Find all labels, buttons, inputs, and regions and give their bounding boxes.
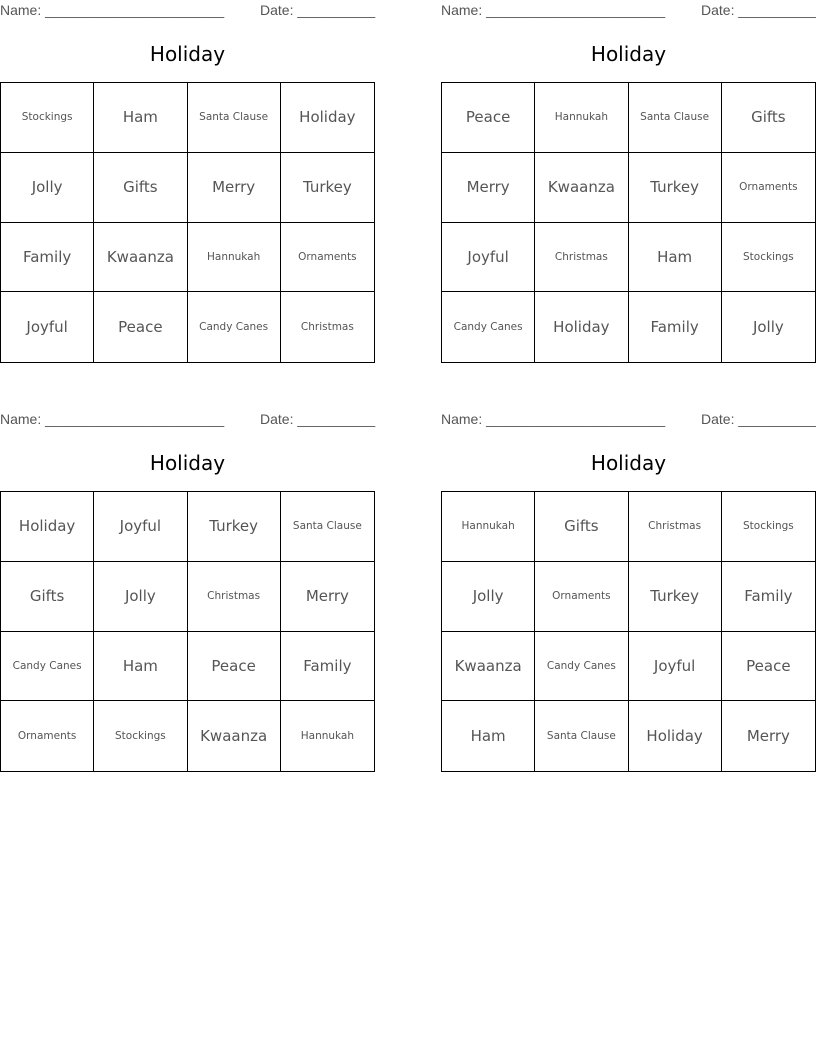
bingo-grid bbox=[0, 82, 375, 363]
name-field-label: Name: _______________________ bbox=[0, 2, 225, 18]
bingo-cell: Peace bbox=[722, 632, 815, 702]
bingo-cell: Ham bbox=[629, 223, 722, 293]
bingo-cell: Family bbox=[722, 562, 815, 632]
bingo-cell: Turkey bbox=[629, 153, 722, 223]
bingo-cell: Gifts bbox=[94, 153, 187, 223]
card-title: Holiday bbox=[590, 451, 667, 475]
bingo-grid bbox=[0, 491, 375, 772]
bingo-cell: Hannukah bbox=[442, 492, 535, 562]
bingo-cell: Candy Canes bbox=[442, 292, 535, 362]
date-field-label: Date: __________ bbox=[260, 2, 376, 18]
card-header bbox=[0, 0, 375, 22]
bingo-cell: Ham bbox=[442, 701, 535, 771]
bingo-cell: Merry bbox=[188, 153, 281, 223]
bingo-cell: Family bbox=[629, 292, 722, 362]
bingo-cell: Jolly bbox=[1, 153, 94, 223]
bingo-cell: Hannukah bbox=[300, 730, 355, 743]
name-field-label: Name: _______________________ bbox=[441, 2, 666, 18]
bingo-cell: Jolly bbox=[442, 562, 535, 632]
bingo-card-1 bbox=[0, 0, 376, 337]
bingo-cell: Jolly bbox=[94, 562, 187, 632]
date-field-label: Date: __________ bbox=[260, 411, 376, 427]
bingo-cell: Christmas bbox=[629, 492, 722, 562]
bingo-cell: Santa Clause bbox=[188, 83, 281, 153]
name-field-label: Name: _______________________ bbox=[441, 411, 666, 427]
date-field-label: Date: __________ bbox=[701, 2, 816, 18]
bingo-grid bbox=[441, 491, 816, 772]
bingo-cell: Candy Canes bbox=[1, 632, 94, 702]
card-title: Holiday bbox=[149, 451, 226, 475]
bingo-cell: Kwaanza bbox=[442, 632, 535, 702]
card-header bbox=[441, 0, 816, 22]
bingo-cell: Hannukah bbox=[188, 223, 281, 293]
bingo-cell: Gifts bbox=[535, 492, 628, 562]
bingo-cell: Merry bbox=[442, 153, 535, 223]
bingo-cell: Kwaanza bbox=[94, 223, 187, 293]
bingo-cell: Joyful bbox=[629, 632, 722, 702]
bingo-card-3 bbox=[0, 409, 376, 746]
date-field-label: Date: __________ bbox=[701, 411, 816, 427]
bingo-grid bbox=[441, 82, 816, 363]
bingo-cell: Holiday bbox=[1, 492, 94, 562]
bingo-cell: Holiday bbox=[535, 292, 628, 362]
card-title: Holiday bbox=[149, 42, 226, 66]
bingo-cell: Joyful bbox=[1, 292, 94, 362]
bingo-cell: Santa Clause bbox=[629, 83, 722, 153]
bingo-cell: Stockings bbox=[722, 492, 815, 562]
bingo-cell: Ornaments bbox=[535, 562, 628, 632]
bingo-cell: Peace bbox=[94, 292, 187, 362]
bingo-cell: Santa Clause bbox=[281, 492, 374, 562]
bingo-cell: Hannukah bbox=[535, 83, 628, 153]
bingo-cell: Turkey bbox=[188, 492, 281, 562]
bingo-cell: Kwaanza bbox=[535, 153, 628, 223]
bingo-cell: Joyful bbox=[442, 223, 535, 293]
bingo-cell: Peace bbox=[442, 83, 535, 153]
bingo-cell: Ornaments bbox=[722, 153, 815, 223]
bingo-cell: Family bbox=[1, 223, 94, 293]
bingo-cell: Candy Canes bbox=[535, 632, 628, 702]
bingo-cell: Holiday bbox=[281, 83, 374, 153]
bingo-cell: Christmas bbox=[188, 562, 281, 632]
bingo-cell: Kwaanza bbox=[188, 701, 281, 771]
bingo-cell: Candy Canes bbox=[188, 292, 281, 362]
bingo-cell: Merry bbox=[281, 562, 374, 632]
bingo-cell: Peace bbox=[188, 632, 281, 702]
bingo-card-4 bbox=[441, 409, 816, 746]
bingo-cell: Stockings bbox=[1, 83, 94, 153]
bingo-cell: Turkey bbox=[629, 562, 722, 632]
bingo-cell: Jolly bbox=[752, 318, 784, 337]
bingo-card-2 bbox=[441, 0, 816, 337]
bingo-cell: Merry bbox=[746, 727, 790, 746]
card-header bbox=[0, 409, 375, 431]
card-title: Holiday bbox=[590, 42, 667, 66]
bingo-cell: Holiday bbox=[629, 701, 722, 771]
bingo-cell: Christmas bbox=[300, 321, 354, 334]
bingo-cell: Stockings bbox=[722, 223, 815, 293]
bingo-cell: Ornaments bbox=[1, 701, 94, 771]
bingo-cell: Stockings bbox=[94, 701, 187, 771]
bingo-cell: Christmas bbox=[535, 223, 628, 293]
card-header bbox=[441, 409, 816, 431]
bingo-cell: Joyful bbox=[94, 492, 187, 562]
bingo-cell: Gifts bbox=[1, 562, 94, 632]
name-field-label: Name: _______________________ bbox=[0, 411, 225, 427]
bingo-cell: Santa Clause bbox=[535, 701, 628, 771]
bingo-cell: Family bbox=[281, 632, 374, 702]
bingo-cell: Ham bbox=[94, 632, 187, 702]
bingo-cell: Ornaments bbox=[281, 223, 374, 293]
bingo-cell: Turkey bbox=[281, 153, 374, 223]
bingo-cell: Gifts bbox=[722, 83, 815, 153]
bingo-cell: Ham bbox=[94, 83, 187, 153]
